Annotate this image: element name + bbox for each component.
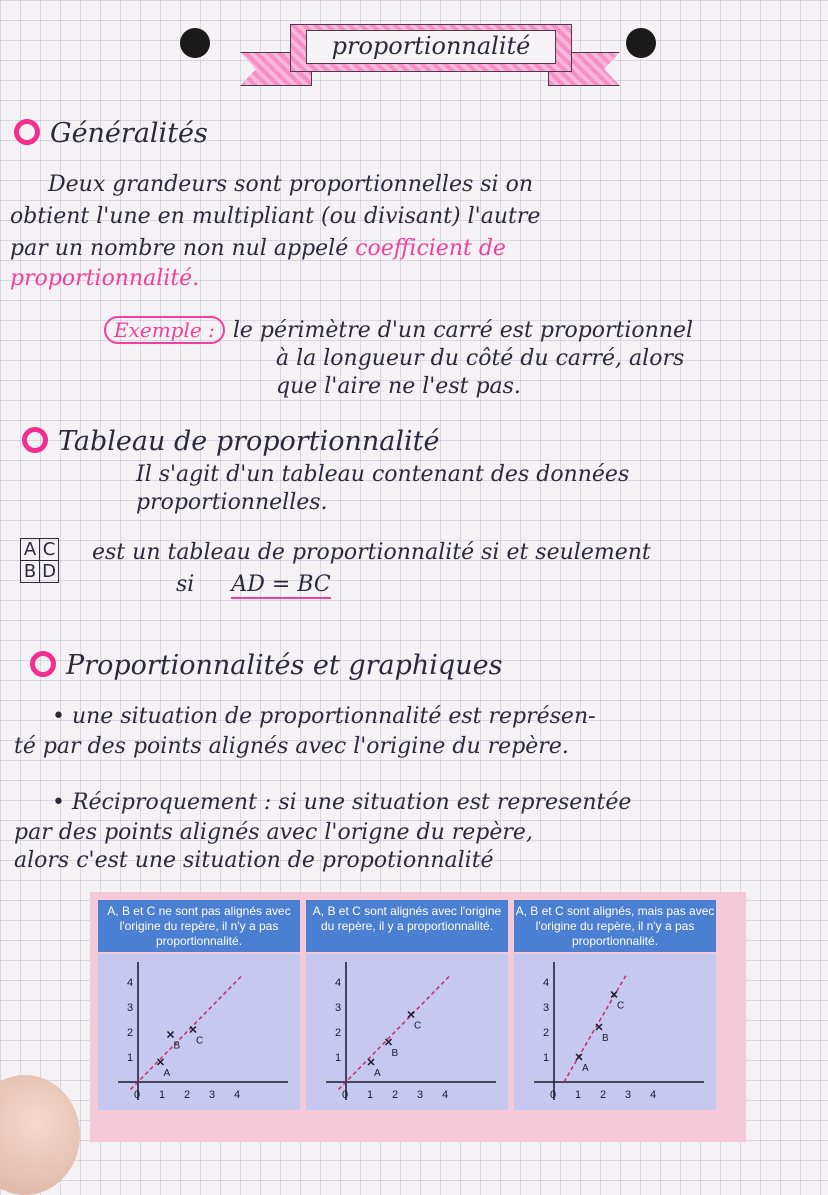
rule-line: est un tableau de proportionnalité si et seulement <box>92 540 651 565</box>
section-heading-tableau <box>22 426 439 457</box>
table-cell: C <box>40 539 59 561</box>
x-tick-label: 3 <box>209 1089 216 1101</box>
point-label: C <box>414 1020 422 1032</box>
binder-hole-left <box>180 28 210 58</box>
x-tick-label: 4 <box>650 1089 657 1101</box>
x-tick-label: 3 <box>625 1089 632 1101</box>
data-point <box>596 1024 602 1030</box>
x-tick-label: 2 <box>600 1089 607 1101</box>
text-line: alors c'est une situation de propotionnalité <box>14 848 494 873</box>
point-label: C <box>196 1035 204 1047</box>
y-tick-label: 1 <box>335 1052 342 1064</box>
graph-svg <box>514 954 716 1110</box>
data-point <box>168 1032 174 1038</box>
example-line <box>104 316 693 344</box>
section-heading-generalites <box>14 118 208 149</box>
example-line: que l'aire ne l'est pas. <box>276 374 521 399</box>
graph-figure <box>90 892 746 1142</box>
page-title: proportionnalité <box>306 30 556 64</box>
point-label: C <box>617 1000 625 1012</box>
rule-line <box>176 572 331 597</box>
data-point <box>190 1027 196 1033</box>
x-tick-label: 2 <box>392 1089 399 1101</box>
x-tick-label: 0 <box>342 1089 349 1101</box>
table-cell: B <box>21 561 40 583</box>
x-tick-label: 4 <box>234 1089 241 1101</box>
data-point <box>408 1012 414 1018</box>
graph-panel <box>98 900 300 1110</box>
graph-area <box>514 954 716 1110</box>
heading-text: Généralités <box>50 118 208 149</box>
x-tick-label: 1 <box>575 1089 582 1101</box>
text-fragment: le périmètre d'un carré est proportionnel <box>232 318 694 343</box>
x-tick-label: 0 <box>550 1089 557 1101</box>
y-tick-label: 1 <box>127 1052 134 1064</box>
point-label: B <box>173 1040 181 1052</box>
circle-bullet-icon <box>14 119 40 145</box>
text-line: Il s'agit d'un tableau contenant des données <box>136 462 630 487</box>
x-tick-label: 3 <box>417 1089 424 1101</box>
dashed-line <box>564 975 627 1083</box>
y-tick-label: 2 <box>335 1027 342 1039</box>
abcd-table <box>20 538 59 583</box>
panel-caption: A, B et C sont alignés avec l'origine du repère, il y a proportionnalité. <box>306 900 508 952</box>
text-line: proportionnelles. <box>136 490 328 515</box>
graph-svg <box>98 954 300 1110</box>
y-tick-label: 2 <box>543 1027 550 1039</box>
text-line <box>10 236 506 261</box>
text-line: Deux grandeurs sont proportionnelles si on <box>48 172 533 197</box>
heading-text: Proportionnalités et graphiques <box>66 650 503 681</box>
x-tick-label: 0 <box>134 1089 141 1101</box>
point-label: A <box>582 1063 589 1074</box>
table-cell: A <box>21 539 40 561</box>
point-label: A <box>163 1068 171 1079</box>
example-badge: Exemple : <box>104 316 225 344</box>
binder-hole-right <box>626 28 656 58</box>
y-tick-label: 4 <box>127 977 134 989</box>
text-fragment: par un nombre non nul appelé <box>10 236 349 261</box>
data-point <box>386 1039 392 1045</box>
x-tick-label: 1 <box>367 1089 374 1101</box>
text-line: • Réciproquement : si une situation est representée <box>52 790 632 815</box>
circle-bullet-icon <box>30 651 56 677</box>
graph-svg <box>306 954 508 1110</box>
y-tick-label: 2 <box>127 1027 134 1039</box>
graph-area <box>306 954 508 1110</box>
point-label: B <box>602 1033 609 1044</box>
circle-bullet-icon <box>22 427 48 453</box>
text-line: obtient l'une en multipliant (ou divisant) l'autre <box>10 204 541 229</box>
x-tick-label: 1 <box>159 1089 166 1101</box>
finger <box>0 1075 80 1195</box>
panel-caption: A, B et C ne sont pas alignés avec l'origine du repère, il n'y a pas proportionnalité. <box>98 900 300 952</box>
text-fragment: si <box>176 572 195 597</box>
example-line: à la longueur du côté du carré, alors <box>276 346 685 371</box>
y-tick-label: 3 <box>335 1002 342 1014</box>
dashed-line <box>339 975 452 1090</box>
y-tick-label: 3 <box>543 1002 550 1014</box>
graph-panel <box>306 900 508 1110</box>
y-tick-label: 3 <box>127 1002 134 1014</box>
equation: AD = BC <box>231 572 331 597</box>
data-point <box>368 1059 374 1065</box>
graph-panel <box>514 900 716 1110</box>
y-tick-label: 4 <box>543 977 550 989</box>
graph-area <box>98 954 300 1110</box>
point-label: A <box>374 1068 381 1079</box>
y-tick-label: 4 <box>335 977 342 989</box>
x-tick-label: 2 <box>184 1089 191 1101</box>
highlight-term: coefficient de <box>355 236 506 261</box>
x-tick-label: 4 <box>442 1089 449 1101</box>
dashed-line <box>131 975 244 1090</box>
text-line: • une situation de proportionnalité est représen- <box>52 704 596 729</box>
heading-text: Tableau de proportionnalité <box>58 426 440 457</box>
point-label: B <box>391 1048 399 1059</box>
table-cell: D <box>40 561 59 583</box>
section-heading-graphiques <box>30 650 502 681</box>
text-line: té par des points alignés avec l'origine du repère. <box>14 734 569 759</box>
panel-caption: A, B et C sont alignés, mais pas avec l'origine du repère, il n'y a pas proportionnalité. <box>514 900 716 952</box>
title-banner <box>240 20 620 90</box>
highlight-term: proportionnalité. <box>10 266 200 291</box>
text-line: par des points alignés avec l'origne du repère, <box>14 820 533 845</box>
y-tick-label: 1 <box>543 1052 550 1064</box>
